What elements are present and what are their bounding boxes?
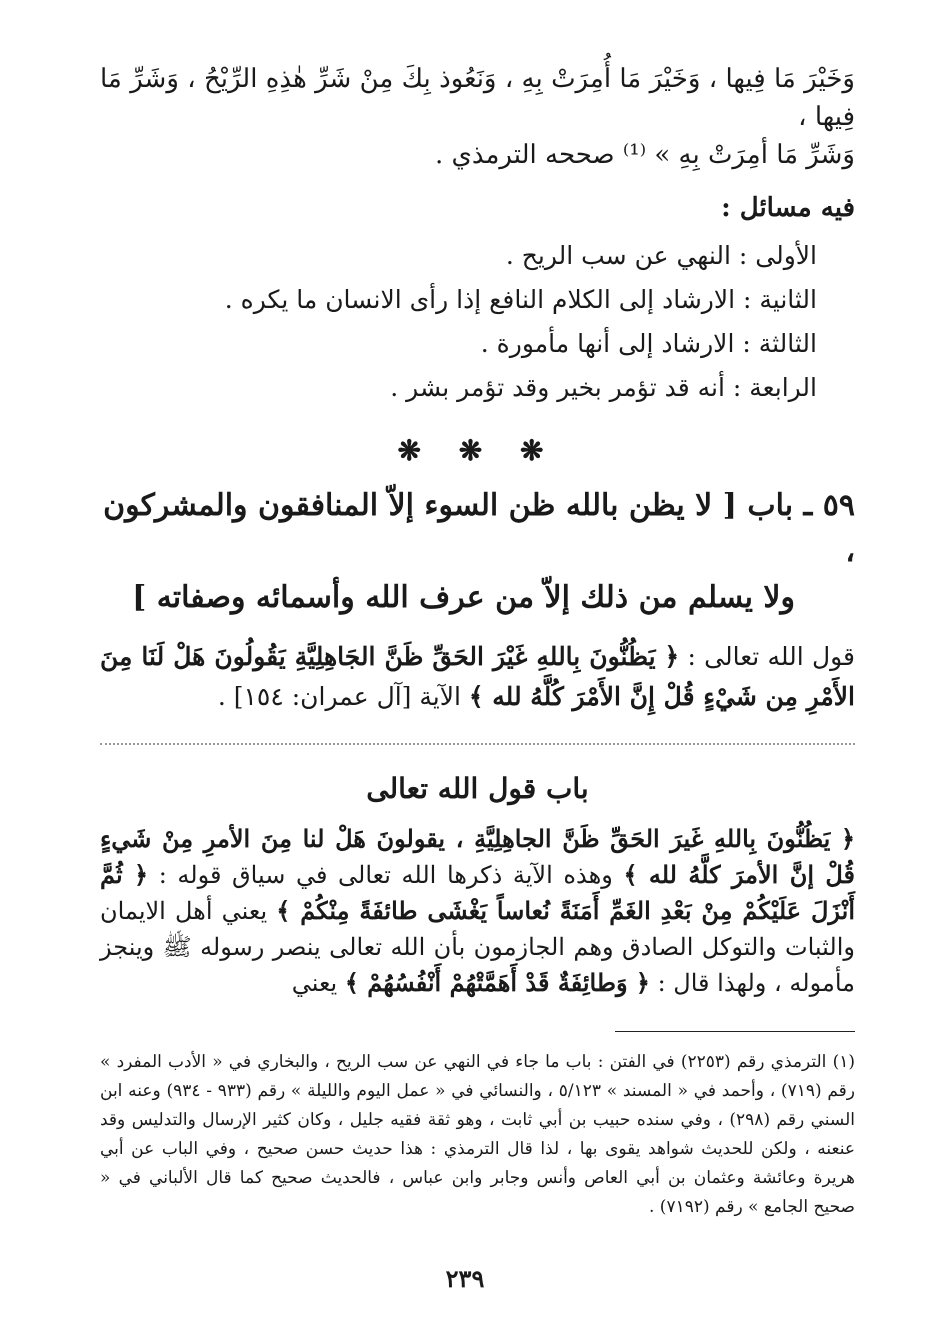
commentary-verse-1: ﴿ يَظُنُّونَ بِاللهِ غَيرَ الحَقِّ ظَنَّ الجاهِلِيَّةِ ، يقولونَ هَلْ لنا مِنَ الأمرِ مِنْ شَيءٍ قُلْ إنَّ الأمرَ كلَّهُ لله ﴾	[100, 824, 855, 889]
section-separator: ❋ ❋ ❋	[397, 434, 558, 467]
masail-item-4: الرابعة : أنه قد تؤمر بخير وقد تؤمر بشر .	[390, 373, 817, 402]
quran-quote	[100, 637, 855, 717]
commentary-verse-2: ﴿ ثُمَّ أَنْزَلَ عَلَيْكُمْ مِنْ بَعْدِ الغَمِّ أَمَنَةً نُعاساً يَغْشَى طائفَةً مِنْكُمْ ﴾	[100, 860, 855, 925]
page-body	[100, 60, 855, 1222]
masail-list	[100, 234, 855, 410]
dotted-divider	[100, 743, 855, 745]
masail-item-3: الثالثة : الارشاد إلى أنها مأمورة .	[480, 329, 817, 358]
masail-item-2: الثانية : الارشاد إلى الكلام النافع إذا رأى الانسان ما يكره .	[224, 285, 817, 314]
hadith-line-1: وَخَيْرَ مَا فِيها ، وَخَيْرَ مَا أُمِرَتْ بِهِ ، وَنَعُوذ بِكَ مِنْ شَرِّ هٰذِهِ الرِّيْحُ ، وَشَرِّ مَا فِيها ،	[100, 64, 855, 132]
quote-intro: قول الله تعالى :	[687, 642, 855, 671]
commentary-title: باب قول الله تعالى	[366, 772, 589, 805]
chapter-title-line-2: ولا يسلم من ذلك إلاّ من عرف الله وأسمائه وصفاته ]	[132, 580, 795, 615]
masail-item-1: الأولى : النهي عن سب الريح .	[505, 241, 817, 270]
hadith-line-2: وَشَرِّ مَا أمِرَتْ بِهِ » ⁽¹⁾ صححه الترمذي .	[434, 140, 855, 170]
hadith-continuation	[100, 60, 855, 174]
footnote-rule	[615, 1031, 855, 1032]
commentary-text-3: يعني	[291, 969, 338, 997]
commentary-text-1: وهذه الآية ذكرها الله تعالى في سياق قوله :	[158, 861, 613, 889]
commentary-text	[100, 821, 855, 1001]
commentary-text-2: يعني أهل الايمان والثبات والتوكل الصادق وهم الجازمون بأن الله تعالى ينصر رسوله ﷺ وينجز مأموله ، ولهذا قال :	[100, 897, 855, 997]
chapter-title-line-1: ٥٩ ـ باب [ لا يظن بالله ظن السوء إلاّ المنافقون والمشركون ،	[103, 488, 855, 569]
quote-verse: ﴿ يَظُنُّونَ بِاللهِ غَيْرَ الحَقِّ ظَنَّ الجَاهِلِيَّةِ يَقُولُونَ هَلْ لَنَا مِنَ الأَمْرِ مِن شَيْءٍ قُلْ إِنَّ الأَمْرَ كُلَّهُ لله ﴾	[100, 642, 855, 711]
chapter-title	[100, 483, 855, 621]
footnote: (١) الترمذي رقم (٢٢٥٣) في الفتن : باب ما جاء في النهي عن سب الريح ، والبخاري في « الأدب المفرد » رقم (٧١٩) ، وأحمد في « المسند » ٥/١٢٣ ، والنسائي في « عمل اليوم والليلة » رقم (٩٣٣ - ٩٣٤) وعنه ابن السني رقم (٢٩٨) ، وفي سنده حبيب بن أبي ثابت ، وهو ثقة فقيه جليل ، وكان كثير الإرسال والتدليس وقد عنعنه ، ولكن للحديث شواهد يقوى بها ، لذا قال الترمذي : هذا حديث حسن صحيح ، وفي الباب عن أبي هريرة وعائشة وعثمان بن أبي العاص وأنس وجابر وابن عباس ، فالحديث صحيح كما قال الألباني في « صحيح الجامع » رقم (٧١٩٢) .	[100, 1052, 856, 1217]
commentary-verse-3: ﴿ وَطائِفَةٌ قَدْ أَهَمَّتْهُمْ أَنْفُسُهُمْ ﴾	[344, 968, 650, 997]
masail-heading: فيه مسائل :	[721, 193, 855, 223]
page-number: ٢٣٩	[445, 1264, 485, 1293]
quote-reference: الآية [آل عمران: ١٥٤] .	[217, 682, 461, 711]
